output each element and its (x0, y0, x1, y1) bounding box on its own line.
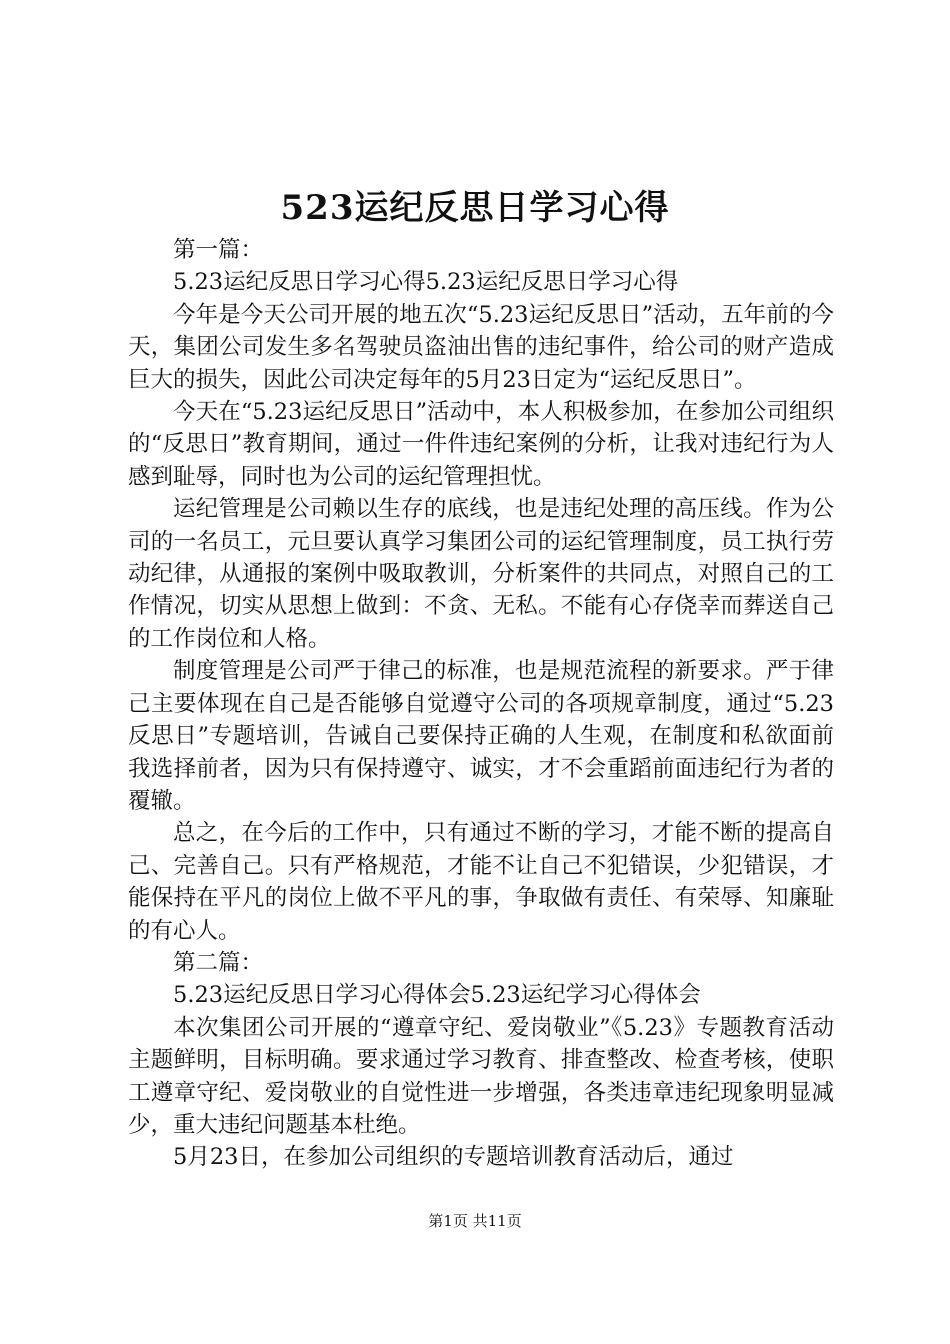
paragraph: 今年是今天公司开展的地五次“5.23运纪反思日”活动，五年前的今天，集团公司发生多名驾驶员盗油出售的违纪事件，给公司的财产造成巨大的损失，因此公司决定每年的5月23日定为“运纪反思日”。 (128, 301, 834, 393)
paragraph-heading-1: 第一篇： (173, 237, 264, 263)
document-body (128, 234, 834, 1174)
paragraph: 制度管理是公司严于律己的标准，也是规范流程的新要求。严于律己主要体现在自己是否能够自觉遵守公司的各项规章制度，通过“5.23反思日”专题培训，告诫自己要保持正确的人生观，在制度和私欲面前我选择前者，因为只有保持遵守、诚实，才不会重蹈前面违纪行为者的覆辙。 (128, 658, 834, 814)
paragraph-subtitle-1: 5.23运纪反思日学习心得5.23运纪反思日学习心得 (173, 269, 679, 296)
paragraph-heading-2: 第二篇： (173, 949, 264, 976)
document-title: 523运纪反思日学习心得 (280, 188, 670, 228)
page-footer: 第1页 共11页 (428, 1212, 522, 1230)
paragraph: 5月23日，在参加公司组织的专题培训教育活动后，通过 (173, 1144, 734, 1171)
paragraph: 运纪管理是公司赖以生存的底线，也是违纪处理的高压线。作为公司的一名员工，元旦要认真学习集团公司的运纪管理制度，员工执行劳动纪律，从通报的案例中吸取教训，分析案件的共同点，对照自己的工作情况，切实从思想上做到：不贪、无私。不能有心存侥幸而葬送自己的工作岗位和人格。 (128, 496, 834, 652)
paragraph: 今天在“5.23运纪反思日”活动中，本人积极参加，在参加公司组织的“反思日”教育期间，通过一件件违纪案例的分析，让我对违纪行为人感到耻辱，同时也为公司的运纪管理担忧。 (128, 399, 834, 490)
paragraph-subtitle-2: 5.23运纪反思日学习心得体会5.23运纪学习心得体会 (173, 982, 701, 1009)
paragraph: 本次集团公司开展的“遵章守纪、爱岗敬业”《5.23》专题教育活动主题鲜明，目标明确。要求通过学习教育、排查整改、检查考核，使职工遵章守纪、爱岗敬业的自觉性进一步增强，各类违章违纪现象明显减少，重大违纪问题基本杜绝。 (128, 1014, 834, 1138)
paragraph: 总之，在今后的工作中，只有通过不断的学习，才能不断的提高自己、完善自己。只有严格规范，才能不让自己不犯错误，少犯错误，才能保持在平凡的岗位上做不平凡的事，争取做有责任、有荣辱、知廉耻的有心人。 (128, 820, 834, 944)
